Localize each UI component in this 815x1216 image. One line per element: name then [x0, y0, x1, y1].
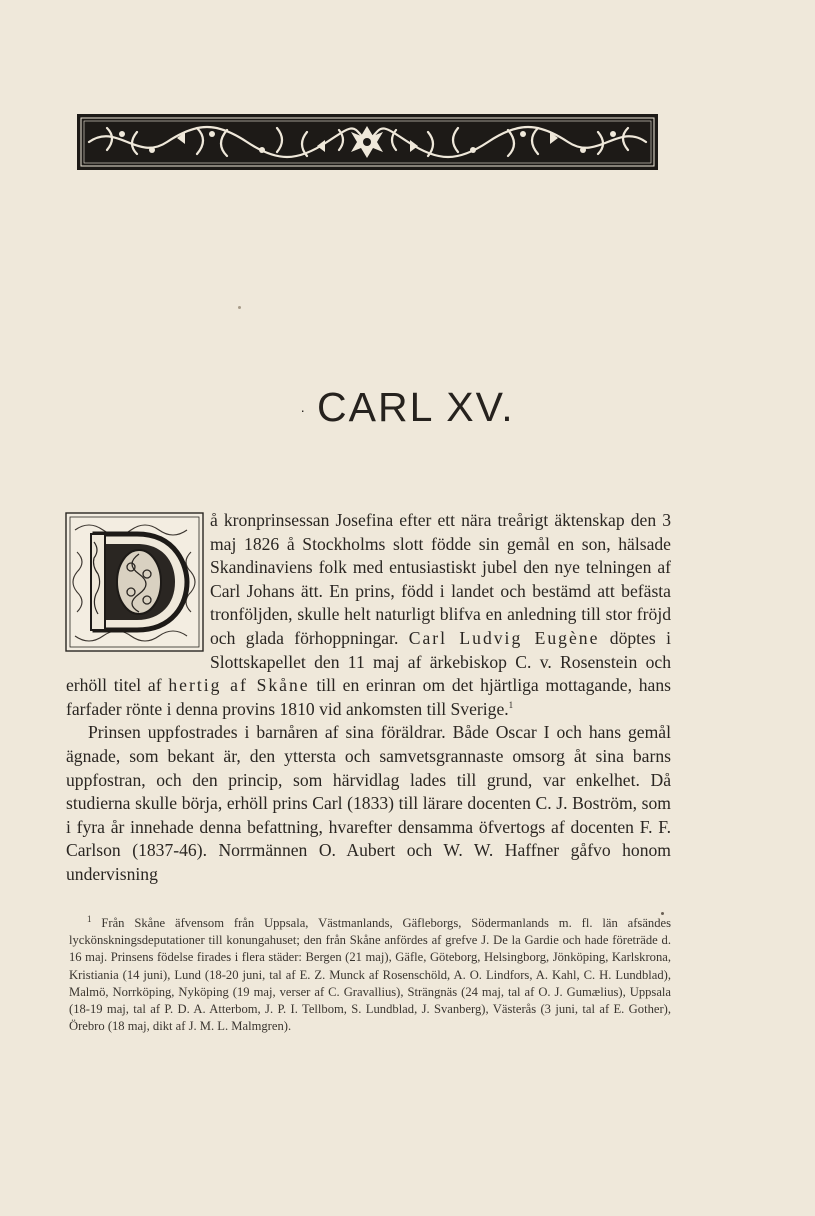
decorated-initial-d — [65, 512, 204, 652]
footnote: $^1$ Från Skåne äfvensom från Uppsala, Västmanlands, Gäfleborgs, Södermanlands m. fl. län afsändes lyckönskningsdeputationer till konungahuset; den från Skåne anfördes af grefve J. De la Gardie och hade företräde d. 16 maj. Prinsens födelse firades i flera städer: Bergen (21 maj), Gäfle, Göteborg, Helsingborg, Jönköping, Karlskrona, Kristiania (14 juni), Lund (18-20 juni, tal af E. Z. Munck af Rosenschöld, A. O. Lindfors, A. Kahl, C. H. Lundblad), Malmö, Norrköping, Nyköping (19 maj, verser af C. Gravallius), Strängnäs (24 maj, tal af O. J. Gumælius), Uppsala (18-19 maj, tal af P. D. A. Atterbom, J. P. I. Tellbom, S. Lundblad, J. Svanberg), Västerås (3 juni, tal af E. Gother), Örebro (18 maj, dikt af J. M. L. Malmgren). — [69, 913, 671, 1034]
paragraph-2: Prinsen uppfostrades i barnåren af sina föräldrar. Både Oscar I och hans gemål ägnade, som bekant är, den yttersta och samvetsgrannaste omsorg åt sina barns uppfostran, och den princip, som härvidlag lades till grund, var enkelhet. Då studierna skulle börja, erhöll prins Carl (1833) till lärare docenten C. J. Boström, som i fyra år innehade denna befattning, hvarefter densamma öfvertogs af docenten F. F. Carlson (1837-46). Norrmännen O. Aubert och W. W. Haffner gåfvo honom undervisning — [66, 722, 671, 884]
ornamental-headpiece — [77, 114, 658, 170]
paragraph-1: å kronprinsessan Josefina efter ett nära treårigt äktenskap den 3 maj 1826 å Stockholms slott födde sin gemål en son, hälsade Skandinaviens folk med entusiastiskt jubel den nye telningen af Carl Johans ätt. En prins, född i landet och bestämd att befästa tronföljden, skulle helt naturligt blifva en anledning till stor fröjd och glada förhoppningar. Carl Ludvig Eugène döptes i Slottskapellet den 11 maj af ärkebiskop C. v. Rosenstein och erhöll titel af hertig af Skåne till en erinran om det hjärtliga mottagande, hans farfader rönte i denna provins 1810 vid ankomsten till Sverige.$^1$ — [66, 510, 671, 719]
main-text — [66, 509, 671, 887]
footnote-marker: 1 — [508, 699, 514, 710]
paper-speck — [661, 912, 664, 915]
footnotes — [69, 915, 671, 1035]
paper-speck — [238, 306, 241, 309]
chapter-title: · CARL XV. — [300, 384, 515, 430]
